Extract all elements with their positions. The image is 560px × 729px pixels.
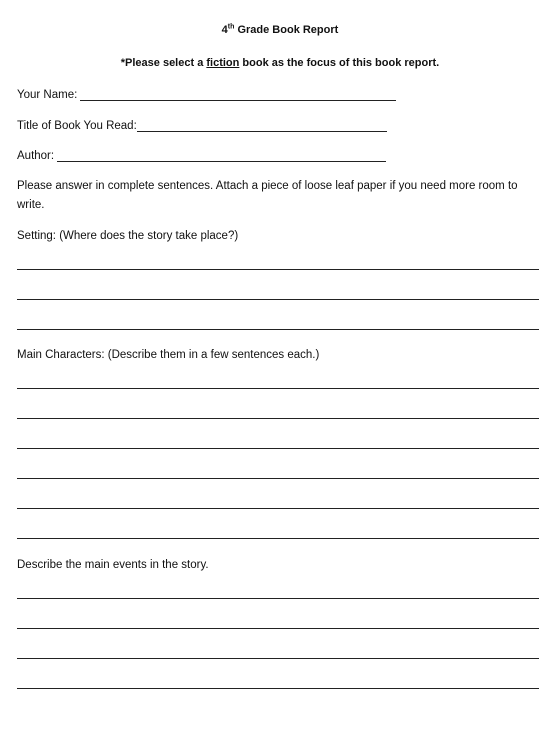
characters-prompt: Main Characters: (Describe them in a few sentences each.) [17, 349, 320, 361]
events-prompt: Describe the main events in the story. [17, 559, 209, 571]
setting-answer-line[interactable] [17, 329, 539, 330]
directions-text: Please answer in complete sentences. Attach a piece of loose leaf paper if you need more room to write. [17, 180, 518, 211]
author-label: Author: [17, 150, 55, 162]
name-field [17, 89, 396, 101]
events-answer-line[interactable] [17, 628, 539, 629]
title-text: Grade Book Report [234, 24, 339, 36]
title-ordinal-suffix: th [227, 23, 235, 31]
fiction-instruction [0, 57, 560, 69]
characters-answer-line[interactable] [17, 418, 539, 419]
events-answer-line[interactable] [17, 658, 539, 659]
characters-answer-line[interactable] [17, 478, 539, 479]
setting-answer-line[interactable] [17, 299, 539, 300]
instruction-after: book as the focus of this book report. [239, 57, 440, 69]
characters-answer-line[interactable] [17, 538, 539, 539]
characters-answer-line[interactable] [17, 508, 539, 509]
characters-answer-line[interactable] [17, 388, 539, 389]
author-field [17, 150, 386, 162]
book-title-blank-line[interactable] [137, 121, 387, 132]
characters-answer-line[interactable] [17, 448, 539, 449]
name-label: Your Name: [17, 89, 78, 101]
name-blank-line[interactable] [80, 90, 396, 101]
setting-answer-line[interactable] [17, 269, 539, 270]
author-blank-line[interactable] [57, 151, 386, 162]
book-title-label: Title of Book You Read: [17, 120, 137, 132]
instruction-emphasis: fiction [206, 57, 240, 69]
events-answer-line[interactable] [17, 688, 539, 689]
instruction-before: *Please select a [120, 57, 207, 69]
setting-prompt: Setting: (Where does the story take place?) [17, 230, 239, 242]
book-title-field [17, 120, 387, 132]
events-answer-line[interactable] [17, 598, 539, 599]
title-grade-number: 4 [221, 24, 228, 36]
page-title [0, 24, 560, 36]
